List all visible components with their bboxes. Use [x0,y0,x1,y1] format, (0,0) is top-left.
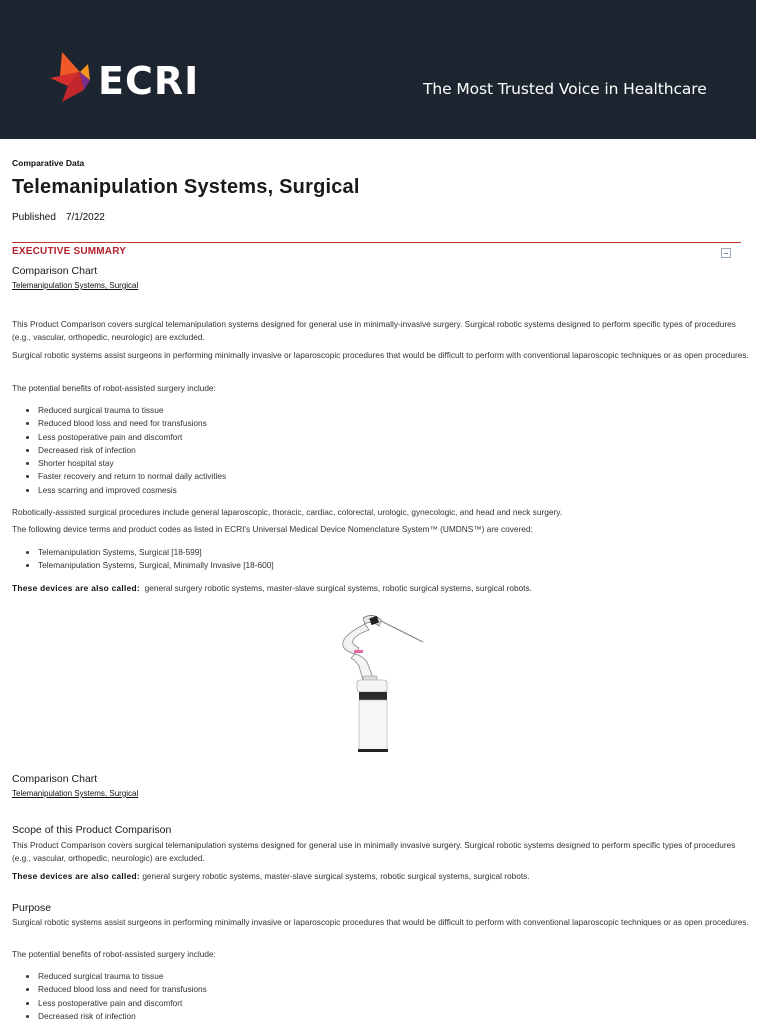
product-codes-list [38,546,274,573]
list-item: • Telemanipulation Systems, Surgical, Minimally Invasive [18-600] [38,559,274,572]
list-item: • Less scarring and improved cosmesis [38,484,226,497]
also-called-label: These devices are also called: [12,583,140,593]
section-divider [12,242,741,243]
list-item: • Faster recovery and return to normal daily activities [38,470,226,483]
also-called-value: general surgery robotic systems, master-slave surgical systems, robotic surgical systems, surgical robots. [144,583,532,593]
list-item: • Reduced blood loss and need for transfusions [38,417,226,430]
summary-paragraph-4: Robotically-assisted surgical procedures include general laparoscopic, thoracic, cardiac, colorectal, urologic, gynecologic, and head and neck surgery. [12,507,563,517]
scope-paragraph: This Product Comparison covers surgical telemanipulation systems designed for general use in minimally invasive surgery. Surgical robotic systems designed to perform specific types of procedures (e.g., vascular, orthopedic, neurologic) are excluded. [12,840,736,863]
collapse-section-icon[interactable] [721,248,731,258]
purpose-heading: Purpose [12,902,52,914]
list-item: • Reduced surgical trauma to tissue [38,404,226,417]
benefits-list [38,404,226,497]
list-item: • Telemanipulation Systems, Surgical [18-599] [38,546,274,559]
logo-wordmark: ECRI [98,59,200,103]
executive-summary-heading: EXECUTIVE SUMMARY [12,246,127,257]
comparison-chart-heading: Comparison Chart [12,265,98,277]
list-item: • Reduced surgical trauma to tissue [38,970,207,983]
list-item: • Decreased risk of infection [38,444,226,457]
surgical-robot-image [337,608,442,758]
summary-paragraph-5: The following device terms and product codes as listed in ECRI's Universal Medical Device Nomenclature System™ (UMDNS™) are covered: [12,524,533,534]
scope-also-called-line [12,870,530,883]
page-title: Telemanipulation Systems, Surgical [12,176,360,198]
summary-paragraph-1: This Product Comparison covers surgical telemanipulation systems designed for general use in minimally-invasive surgery. Surgical robotic systems designed to perform specific types of procedures (e.g., vascular, orthopedic, neurologic) are excluded. [12,319,736,342]
article-kicker: Comparative Data [12,158,85,168]
list-item: • Less postoperative pain and discomfort [38,431,226,444]
list-item: • Shorter hospital stay [38,457,226,470]
list-item: • Less postoperative pain and discomfort [38,997,207,1010]
summary-paragraph-3: The potential benefits of robot-assisted surgery include: [12,383,216,393]
summary-paragraph-2: Surgical robotic systems assist surgeons in performing minimally invasive or laparoscopic procedures that would be difficult to perform with conventional laparoscopic techniques or as open procedures. [12,350,749,360]
purpose-benefits-list [38,970,207,1023]
comparison-chart-heading-2: Comparison Chart [12,773,98,785]
scope-also-called-label: These devices are also called: [12,871,140,881]
purpose-intro: The potential benefits of robot-assisted surgery include: [12,949,216,959]
published-label: Published [12,212,56,223]
header-tagline: The Most Trusted Voice in Healthcare [423,80,707,98]
comparison-chart-link-2[interactable]: Telemanipulation Systems, Surgical [12,789,139,798]
list-item: • Decreased risk of infection [38,1010,207,1023]
ecri-logo-icon [50,50,220,106]
also-called-line [12,582,532,595]
published-line [12,212,105,223]
scope-also-called-value: general surgery robotic systems, master-slave surgical systems, robotic surgical systems, surgical robots. [142,871,530,881]
purpose-paragraph: Surgical robotic systems assist surgeons in performing minimally invasive or laparoscopic procedures that would be difficult to perform with conventional laparoscopic techniques or as open procedures. [12,917,749,927]
site-header [0,0,756,139]
comparison-chart-link[interactable]: Telemanipulation Systems, Surgical [12,281,139,290]
scope-heading: Scope of this Product Comparison [12,824,172,836]
list-item: • Reduced blood loss and need for transfusions [38,983,207,996]
ecri-logo[interactable] [50,50,220,106]
published-date: 7/1/2022 [65,212,105,223]
